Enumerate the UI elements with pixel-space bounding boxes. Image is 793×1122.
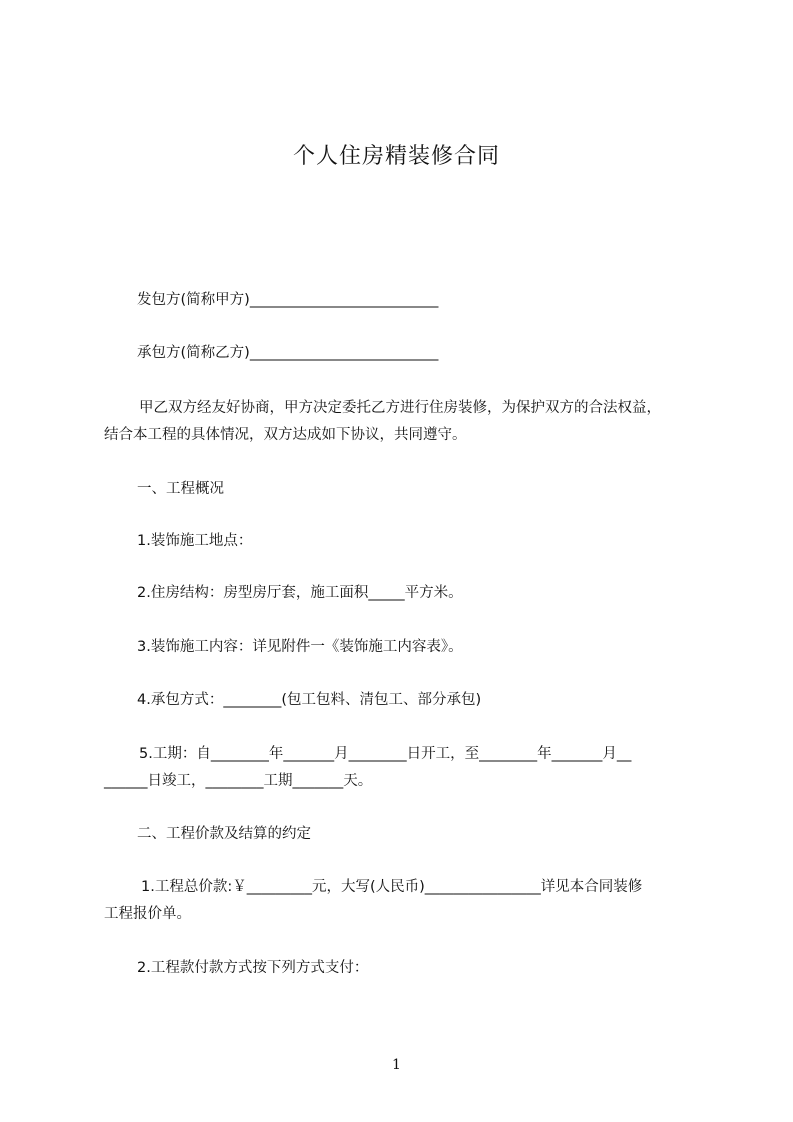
party-b-line: 承包方(简称乙方)__________________________: [137, 345, 439, 361]
item-2-1-line-2: 工程报价单。: [104, 906, 191, 922]
preamble-line-2: 结合本工程的具体情况，双方达成如下协议，共同遵守。: [104, 427, 467, 443]
item-1-1: 1.装饰施工地点：: [137, 533, 253, 549]
item-1-3: 3.装饰施工内容：详见附件一《装饰施工内容表》。: [137, 639, 463, 655]
item-2-2: 2.工程款付款方式按下列方式支付：: [137, 960, 369, 976]
section-1-heading: 一、工程概况: [137, 481, 224, 497]
item-1-5-line-1: 5.工期：自________年_______月________日开工，至________年_______月__: [139, 746, 632, 762]
item-1-2: 2.住房结构：房型房厅套，施工面积_____平方米。: [137, 585, 463, 601]
section-2-heading: 二、工程价款及结算的约定: [137, 826, 311, 842]
item-1-5-line-2: ______日竣工，________工期_______天。: [104, 773, 373, 789]
page-number: 1: [392, 1057, 401, 1073]
document-title: 个人住房精装修合同: [292, 144, 500, 169]
item-1-4: 4.承包方式：________(包工包料、清包工、部分承包): [137, 692, 482, 708]
preamble-line-1: 甲乙双方经友好协商，甲方决定委托乙方进行住房装修，为保护双方的合法权益，: [139, 400, 661, 416]
item-2-1-line-1: 1.工程总价款:￥_________元，大写(人民币)________________详见本合同装修: [141, 879, 643, 895]
party-a-line: 发包方(简称甲方)__________________________: [137, 292, 439, 308]
